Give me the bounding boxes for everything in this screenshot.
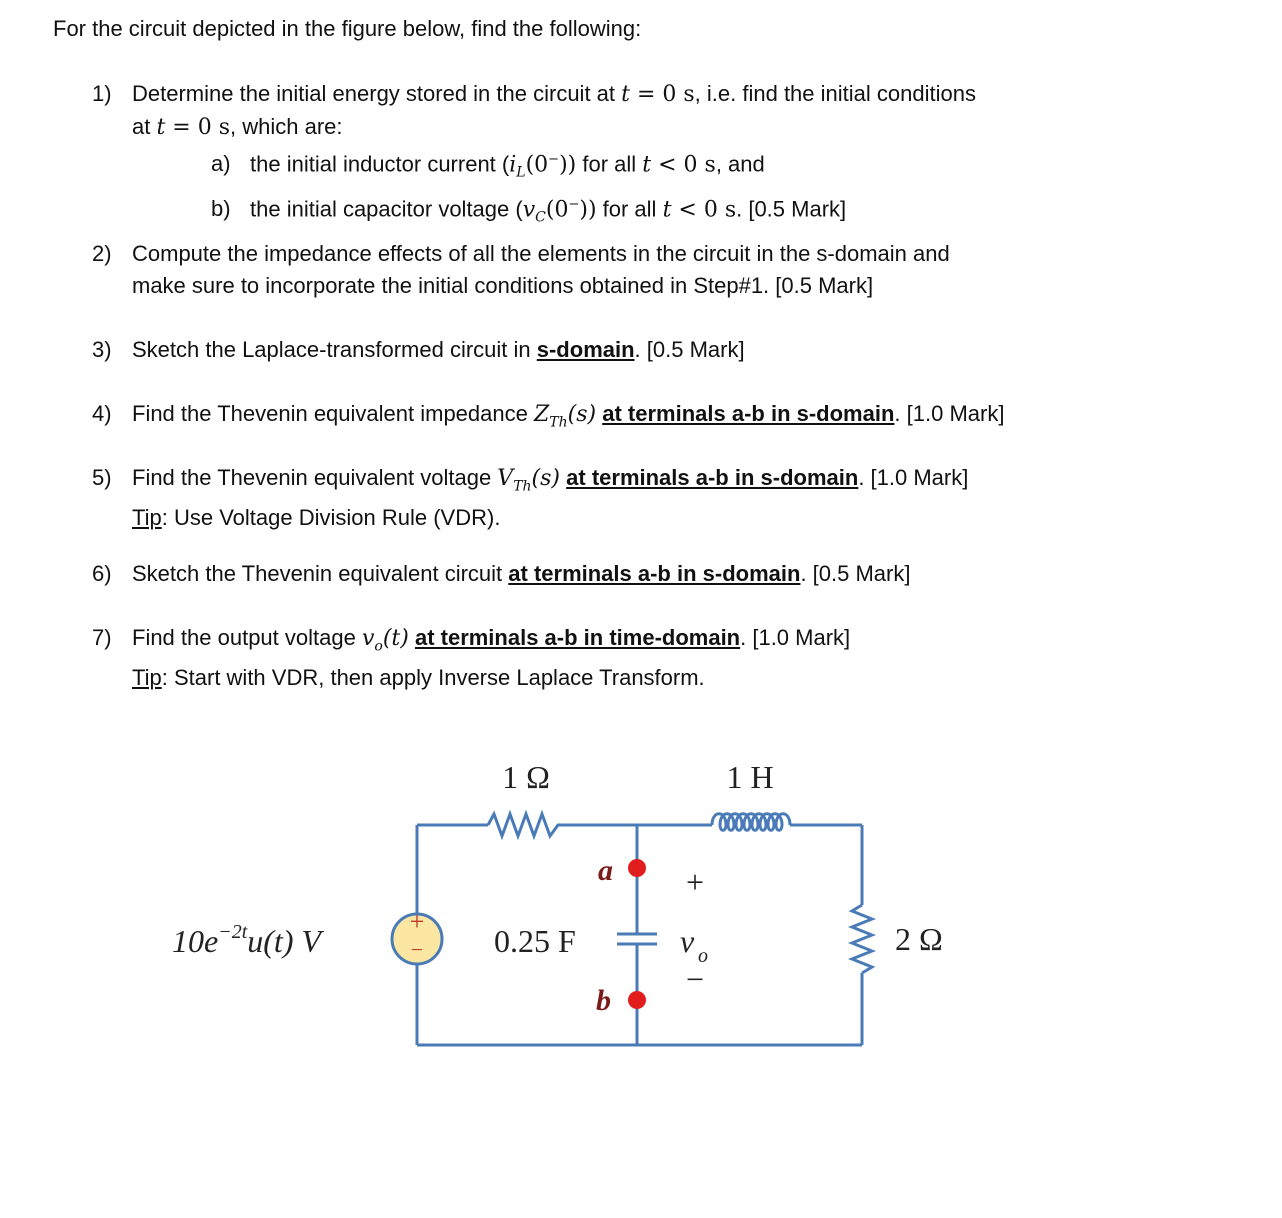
question-4 <box>92 398 1092 438</box>
circuit-diagram <box>150 740 970 1080</box>
question-3 <box>92 334 1092 366</box>
node-a-label: a <box>598 854 613 887</box>
vo-label: v <box>680 923 695 959</box>
q6-text: Sketch the Thevenin equivalent circuit at terminals a-b in s-domain. [0.5 Mark] <box>132 561 911 586</box>
source-plus: + <box>409 907 425 936</box>
q1-sub-a: a) the initial inductor current $(i_L(0^-))$ for all t < 0 s, and <box>211 151 765 181</box>
circuit-wires <box>417 814 872 1045</box>
terminal-b-dot <box>628 991 646 1009</box>
q5-text: Find the Thevenin equivalent voltage $V_{Th}(s)$ at terminals a-b in s-domain. [1.0 Mark] <box>132 465 969 495</box>
question-7 <box>92 622 1092 694</box>
resistor-1-label: 1 Ω <box>502 759 550 795</box>
inductor-label: 1 H <box>726 759 774 795</box>
terminal-a-dot <box>628 859 646 877</box>
question-6 <box>92 558 1092 590</box>
source-label: $10e^{-2t}u(t)$ V <box>172 921 322 959</box>
q1-line1: Determine the initial energy stored in the circuit at t = 0 s, i.e. find the initial conditions <box>132 81 976 107</box>
q7-text: Find the output voltage $v_o(t)$ at terminals a-b in time-domain. [1.0 Mark] <box>132 625 851 655</box>
q7-tip: Tip: Start with VDR, then apply Inverse Laplace Transform. <box>132 665 705 691</box>
vo-minus: − <box>685 961 705 997</box>
question-number: 1) <box>92 81 112 106</box>
capacitor-label: 0.25 F <box>494 923 576 959</box>
resistor-1-zigzag <box>488 814 570 836</box>
resistor-2-zigzag <box>852 905 872 973</box>
q2-line2: make sure to incorporate the initial conditions obtained in Step#1. [0.5 Mark] <box>132 273 874 298</box>
question-5 <box>92 462 1092 534</box>
question-number: 6) <box>92 561 112 586</box>
q5-tip: Tip: Use Voltage Division Rule (VDR). <box>132 505 501 531</box>
question-number: 3) <box>92 337 112 362</box>
vo-plus: + <box>685 864 705 900</box>
q4-text: Find the Thevenin equivalent impedance $Z_{Th}(s)$ at terminals a-b in s-domain. [1.0 Mark] <box>132 401 1005 431</box>
source-minus: − <box>410 937 424 962</box>
resistor-2-label: 2 Ω <box>895 921 943 957</box>
question-number: 7) <box>92 625 112 650</box>
question-number: 5) <box>92 465 112 490</box>
q3-text: Sketch the Laplace-transformed circuit in s-domain. [0.5 Mark] <box>132 337 745 362</box>
vo-sub: o <box>698 945 708 967</box>
q1-sub-b: b) the initial capacitor voltage $(v_C(0^-))$ for all t < 0 s. [0.5 Mark] <box>211 196 847 226</box>
question-number: 2) <box>92 241 112 266</box>
question-2 <box>92 238 1092 302</box>
intro-text: For the circuit depicted in the figure below, find the following: <box>53 16 642 41</box>
inductor-coil <box>712 814 790 831</box>
q2-line1: Compute the impedance effects of all the elements in the circuit in the s-domain and <box>132 241 950 266</box>
question-1 <box>92 78 1092 233</box>
question-number: 4) <box>92 401 112 426</box>
node-b-label: b <box>596 984 611 1017</box>
q1-line2: at t = 0 s, which are: <box>132 114 343 140</box>
